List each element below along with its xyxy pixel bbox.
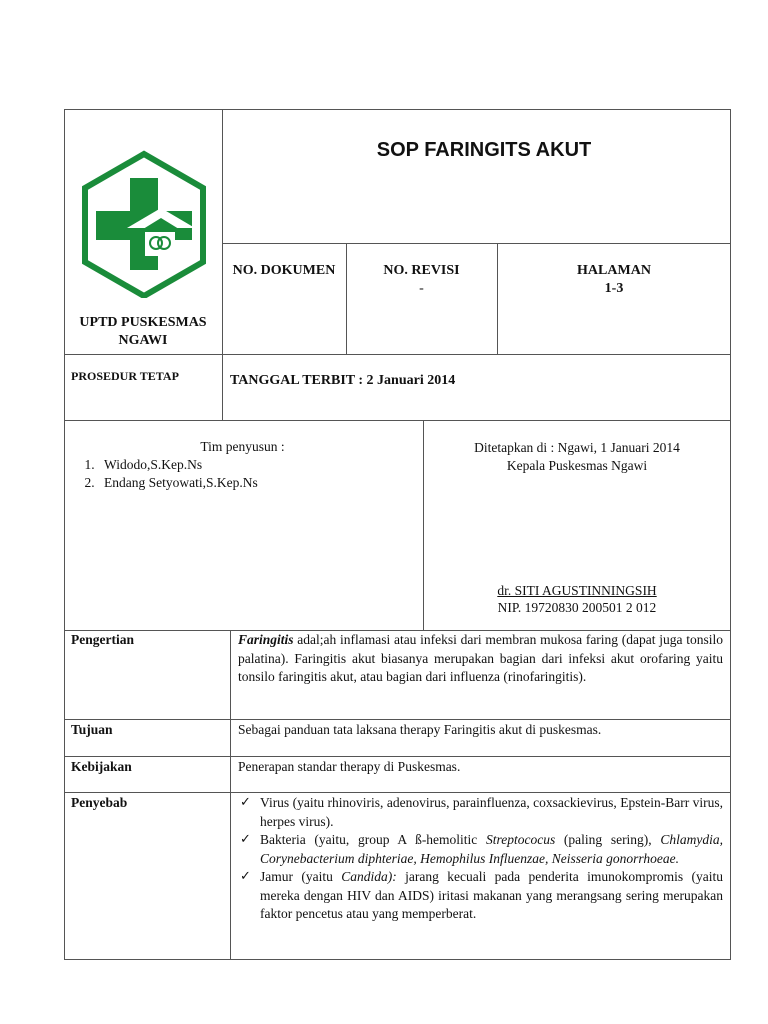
header-divider-doc (346, 243, 347, 354)
tanggal-terbit: TANGGAL TERBIT : 2 Januari 2014 (230, 373, 456, 388)
no-revisi-value: - (419, 281, 424, 296)
checkmark-icon: ✓ (240, 869, 251, 884)
document-title: SOP FARINGITS AKUT (376, 139, 592, 161)
team-member: 1. Widodo,S.Kep.Ns (98, 456, 415, 474)
penyebab-label: Penyebab (71, 795, 128, 810)
header-divider-org (64, 354, 731, 355)
kebijakan-text: Penerapan standar therapy di Puskesmas. (238, 759, 461, 774)
team-heading: Tim penyusun : (200, 439, 285, 454)
list-item (238, 868, 723, 924)
checkmark-icon: ✓ (240, 832, 251, 847)
team-block (70, 438, 415, 492)
penyebab-list-cell (238, 794, 723, 924)
header-divider-title (222, 243, 731, 244)
list-item (238, 831, 723, 868)
jamur-note: jarang kecuali pada penderita imunokompromis (yaitu mereka dengan HIV dan AIDS) iritasi makanan yang merangsang sering merupakan faktor pencetus atau yang memperberat. (260, 869, 724, 921)
row-divider (64, 756, 731, 757)
org-name-line2: NGAWI (118, 333, 168, 348)
team-member: 2. Endang Setyowati,S.Kep.Ns (98, 474, 415, 492)
penyebab-item-jamur: Jamur (yaitu (260, 869, 342, 884)
jamur-term: Candida): (341, 869, 397, 884)
penyebab-item-virus: Virus (yaitu rhinoviris, adenovirus, parainfluenza, coxsackievirus, Epstein-Barr virus, herpes virus). (260, 795, 723, 829)
pengertian-term: Faringitis (238, 632, 294, 647)
approval-place-date: Ditetapkan di : Ngawi, 1 Januari 2014 (474, 440, 680, 455)
kebijakan-label: Kebijakan (71, 759, 132, 774)
halaman-label: HALAMAN (577, 263, 651, 278)
bakteria-term: Streptococus (485, 832, 556, 847)
no-revisi-label: NO. REVISI (383, 263, 460, 278)
row-divider (64, 792, 731, 793)
pengertian-body: adal;ah inflamasi atau infeksi dari membran mukosa faring (dapat juga tonsilo palatina). Faringitis akut biasanya merupakan bagian dari infeksi akut orofaring yaitu tonsilo faringitis akut, atau bagian dari influenza (rinofaringitis). (238, 632, 723, 684)
content-divider-vertical (230, 630, 231, 960)
puskesmas-logo-icon (79, 150, 209, 298)
halaman-value: 1-3 (604, 281, 624, 296)
tujuan-label: Tujuan (71, 722, 113, 737)
approver-name: dr. SITI AGUSTINNINGSIH (497, 583, 657, 598)
pengertian-label: Pengertian (71, 632, 134, 647)
team-list (70, 456, 415, 492)
tujuan-text: Sebagai panduan tata laksana therapy Faringitis akut di puskesmas. (238, 722, 602, 737)
penyebab-item-bakteria: Bakteria (yaitu, group A ß-hemolitic (260, 832, 486, 847)
list-item (238, 794, 723, 831)
approver-nip: NIP. 19720830 200501 2 012 (497, 600, 657, 615)
org-name-line1: UPTD PUSKESMAS (79, 315, 207, 330)
pengertian-text (238, 631, 723, 687)
bakteria-note: (paling sering), (555, 832, 661, 847)
header-divider-rev (497, 243, 498, 354)
no-dokumen-label: NO. DOKUMEN (232, 263, 336, 278)
penyebab-list (238, 794, 723, 924)
row-divider (64, 719, 731, 720)
prosedur-tetap-label: PROSEDUR TETAP (71, 369, 179, 383)
bakteria-species: Chlamydia, Corynebacterium diphteriae, Hemophilus Influenzae, Neisseria gonorrhoeae. (260, 832, 723, 866)
checkmark-icon: ✓ (240, 795, 251, 810)
approval-position: Kepala Puskesmas Ngawi (506, 458, 648, 473)
